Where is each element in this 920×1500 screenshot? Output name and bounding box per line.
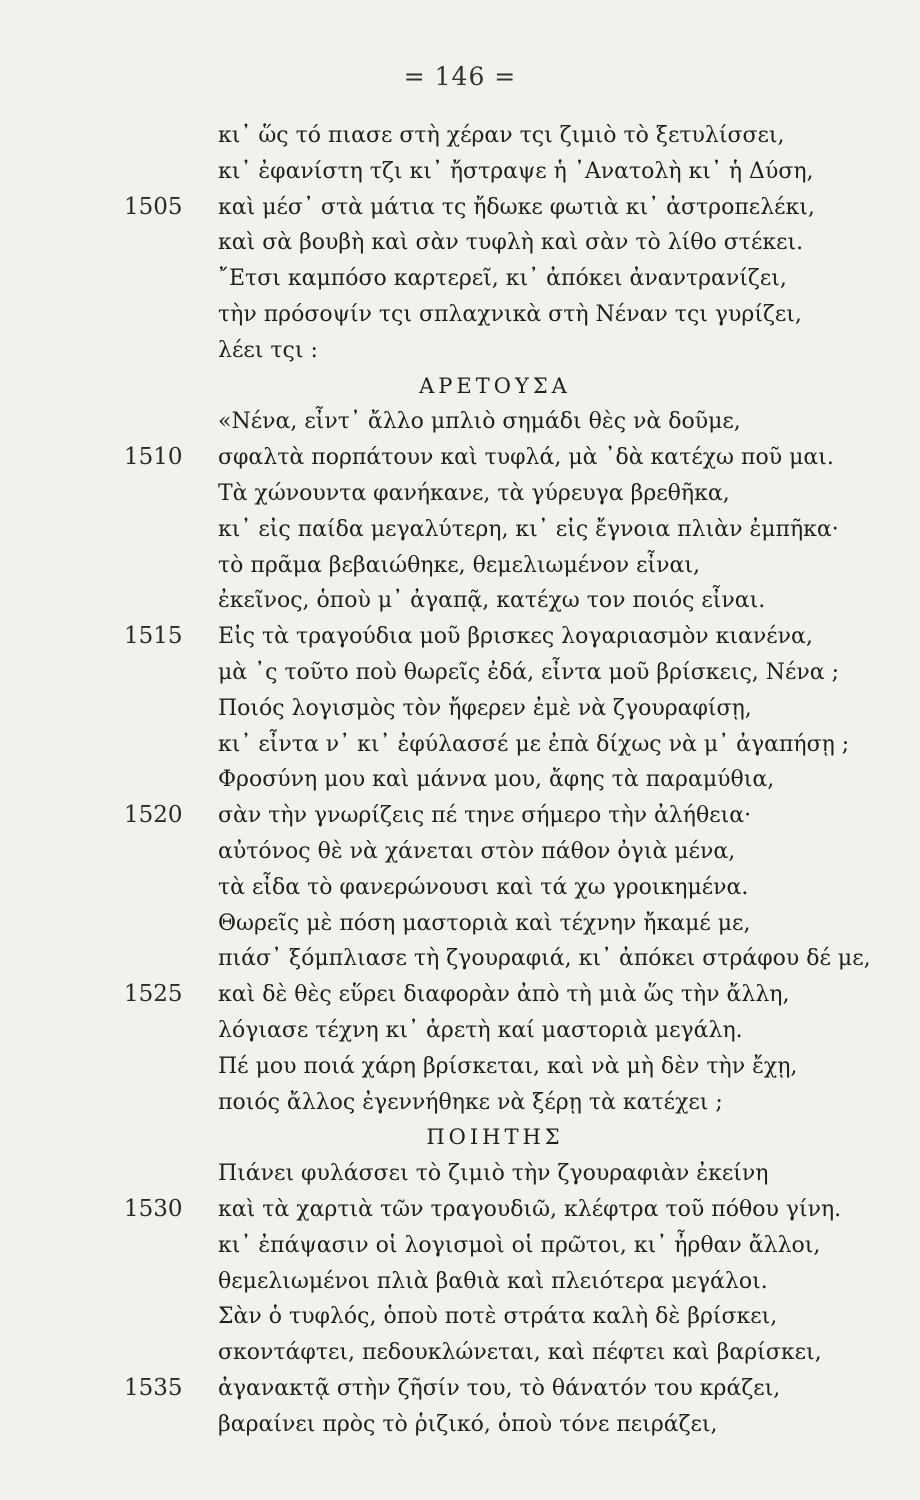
verse-text: σφαλτὰ πορπάτουν καὶ τυφλά, μὰ ᾽δὰ κατέχω ποῦ μαι. <box>218 445 834 471</box>
verse-text: τὸ πρᾶμα βεβαιώθηκε, θεμελιωμένον εἶναι, <box>218 552 701 578</box>
verse-line <box>0 1407 920 1443</box>
verse-line <box>0 1085 920 1121</box>
verse-text: καὶ τὰ χαρτιὰ τῶν τραγουδιῶ, κλέφτρα τοῦ πόθου γίνη. <box>218 1196 842 1222</box>
line-number: 1525 <box>124 981 183 1008</box>
speaker-name: ΠΟΙΗΤΗΣ <box>426 1125 564 1150</box>
page-number: = 146 = <box>403 62 517 91</box>
verse-text: Φροσύνη μου καὶ μάννα μου, ἄφης τὰ παραμύθια, <box>218 767 775 793</box>
verse-text: ῎Ετσι καμπόσο καρτερεῖ, κι᾽ ἀπόκει ἀναντρανίζει, <box>218 266 787 292</box>
verse-line <box>0 225 920 261</box>
line-number: 1530 <box>124 1195 183 1222</box>
verse-line <box>0 941 920 977</box>
verse-text: αὐτόνος θὲ νὰ χάνεται στὸν πάθον ὀγιὰ μένα, <box>218 838 736 864</box>
verse-text: καὶ μέσ᾽ στὰ μάτια τς ἤδωκε φωτιὰ κι᾽ ἀστροπελέκι, <box>218 194 815 220</box>
verse-text: Εἰς τὰ τραγούδια μοῦ βρισκες λογαριασμὸν κιανένα, <box>218 624 813 650</box>
verse-line <box>0 870 920 906</box>
verse-line <box>0 333 920 369</box>
verse-line <box>0 655 920 691</box>
verse-text: Πιάνει φυλάσσει τὸ ζιμιὸ τὴν ζγουραφιὰν ἐκείνη <box>218 1161 769 1187</box>
verse-text: κι᾽ ἐφανίστη τζι κι᾽ ἤστραψε ἡ ᾽Ανατολὴ κι᾽ ἡ Δύση, <box>218 158 814 184</box>
verse-line <box>0 906 920 942</box>
verse-line <box>0 476 920 512</box>
verse-text: μὰ ᾽ς τοῦτο ποὺ θωρεῖς ἐδά, εἶντα μοῦ βρίσκεις, Νένα ; <box>218 659 840 685</box>
verse-text: κι᾽ εἰς παίδα μεγαλύτερη, κι᾽ εἰς ἔγνοια πλιὰν ἐμπῆκα· <box>218 516 839 542</box>
verse-line <box>0 190 920 226</box>
verse-text: Σὰν ὁ τυφλός, ὁποὺ ποτὲ στράτα καλὴ δὲ βρίσκει, <box>218 1304 778 1330</box>
verse-line <box>0 548 920 584</box>
verse-line <box>0 1371 920 1407</box>
poem-body <box>0 118 920 1442</box>
verse-text: κι᾽ ἐπάψασιν οἱ λογισμοὶ οἱ πρῶτοι, κι᾽ ἦρθαν ἄλλοι, <box>218 1232 821 1258</box>
verse-text: Τὰ χώνουντα φανήκανε, τὰ γύρευγα βρεθῆκα, <box>218 480 730 506</box>
verse-text: τὴν πρόσοψίν τςι σπλαχνικὰ στὴ Νέναν τςι γυρίζει, <box>218 301 802 327</box>
verse-text: ποιός ἄλλος ἐγεννήθηκε νὰ ξέρῃ τὰ κατέχει ; <box>218 1089 723 1115</box>
verse-line <box>0 440 920 476</box>
verse-text: τὰ εἶδα τὸ φανερώνουσι καὶ τά χω γροικημένα. <box>218 874 749 900</box>
verse-text: πιάσ᾽ ξόμπλιασε τὴ ζγουραφιά, κι᾽ ἀπόκει στράφου δέ με, <box>218 946 871 972</box>
verse-text: καὶ δὲ θὲς εὕρει διαφορὰν ἀπὸ τὴ μιὰ ὥς τὴν ἄλλη, <box>218 982 790 1008</box>
verse-text: Θωρεῖς μὲ πόση μαστοριὰ καὶ τέχνην ἤκαμέ με, <box>218 910 751 936</box>
verse-line <box>0 798 920 834</box>
verse-line <box>0 691 920 727</box>
line-number: 1520 <box>124 802 183 829</box>
verse-line <box>0 1192 920 1228</box>
verse-line <box>0 1299 920 1335</box>
verse-text: θεμελιωμένοι πλιὰ βαθιὰ καὶ πλειότερα μεγάλοι. <box>218 1268 768 1294</box>
verse-line <box>0 1264 920 1300</box>
verse-text: λόγιασε τέχνη κι᾽ ἀρετὴ καί μαστοριὰ μεγάλη. <box>218 1017 743 1043</box>
verse-text: Πέ μου ποιά χάρη βρίσκεται, καὶ νὰ μὴ δὲν τὴν ἔχῃ, <box>218 1053 798 1079</box>
verse-text: κι᾽ ὥς τό πιασε στὴ χέραν τςι ζιμιὸ τὸ ξετυλίσσει, <box>218 123 785 148</box>
verse-line <box>0 834 920 870</box>
speaker-heading <box>0 369 920 405</box>
line-number: 1510 <box>124 444 183 471</box>
verse-text: «Νένα, εἶντ᾽ ἄλλο μπλιὸ σημάδι θὲς νὰ δοῦμε, <box>218 409 741 435</box>
verse-line <box>0 1156 920 1192</box>
verse-text: λέει τςι : <box>218 337 318 363</box>
verse-text: βαραίνει πρὸς τὸ ῥιζικό, ὁποὺ τόνε πειράζει, <box>218 1411 718 1437</box>
verse-line <box>0 977 920 1013</box>
speaker-name: ΑΡΕΤΟΥΣΑ <box>419 373 571 398</box>
verse-line <box>0 1228 920 1264</box>
verse-line <box>0 762 920 798</box>
verse-line <box>0 1335 920 1371</box>
line-number: 1515 <box>124 623 183 650</box>
verse-text: ἐκεῖνος, ὁποὺ μ᾽ ἀγαπᾷ, κατέχω τον ποιός εἶναι. <box>218 588 766 614</box>
verse-text: σὰν τὴν γνωρίζεις πέ τηνε σήμερο τὴν ἀλήθεια· <box>218 803 752 829</box>
line-number: 1505 <box>124 193 183 220</box>
verse-line <box>0 512 920 548</box>
verse-line <box>0 583 920 619</box>
verse-text: ἀγανακτᾷ στὴν ζῆσίν του, τὸ θάνατόν του κράζει, <box>218 1375 781 1401</box>
verse-line <box>0 619 920 655</box>
verse-line <box>0 404 920 440</box>
line-number: 1535 <box>124 1374 183 1401</box>
verse-text: καὶ σὰ βουβὴ καὶ σὰν τυφλὴ καὶ σὰν τὸ λίθο στέκει. <box>218 230 804 256</box>
verse-text: σκοντάφτει, πεδουκλώνεται, καὶ πέφτει καὶ βαρίσκει, <box>218 1340 822 1366</box>
verse-line <box>0 1049 920 1085</box>
verse-line <box>0 727 920 763</box>
verse-line <box>0 154 920 190</box>
speaker-heading <box>0 1120 920 1156</box>
verse-line <box>0 118 920 154</box>
verse-text: κι᾽ εἶντα ν᾽ κι᾽ ἐφύλασσέ με ἐπὰ δίχως νὰ μ᾽ ἀγαπήσῃ ; <box>218 731 850 757</box>
verse-text: Ποιός λογισμὸς τὸν ἤφερεν ἐμὲ νὰ ζγουραφίσῃ, <box>218 695 752 721</box>
verse-line <box>0 1013 920 1049</box>
verse-line <box>0 261 920 297</box>
verse-line <box>0 297 920 333</box>
